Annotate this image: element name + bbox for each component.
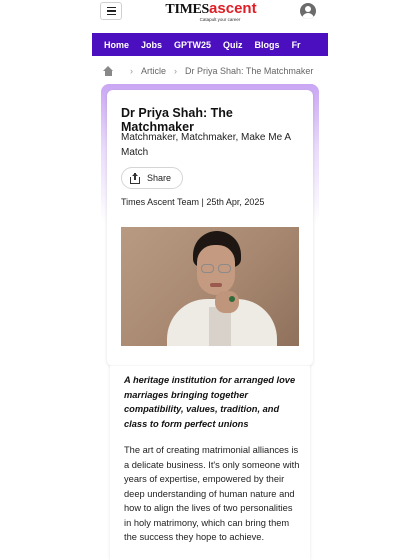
nav-item-gptw25[interactable]: GPTW25 (174, 39, 212, 50)
chevron-right-icon: › (130, 66, 133, 76)
nav-item-home[interactable]: Home (104, 39, 130, 50)
hamburger-icon-bar (107, 10, 116, 12)
logo-ascent: ascent (209, 0, 257, 17)
nav-item-jobs[interactable]: Jobs (141, 39, 163, 50)
nav-item-quiz[interactable]: Quiz (223, 39, 243, 50)
nav-item-blogs[interactable]: Blogs (254, 39, 280, 50)
breadcrumb (103, 64, 313, 78)
nav-item-truncated[interactable]: Fr (291, 39, 301, 50)
hamburger-icon-bar (107, 14, 116, 16)
breadcrumb-item-article[interactable]: Article (141, 66, 167, 76)
main-nav (92, 33, 328, 56)
breadcrumb-item-current: Dr Priya Shah: The Matchmaker (185, 66, 314, 76)
article-card (107, 90, 313, 366)
article-paragraph: The art of creating matrimonial alliances is a delicate business. It's only someone with years of expertise, empowered by their deep understanding of human nature and how to align the lives of two personalities in holy matrimony, which can bring them the success they hope to achieve. (124, 445, 300, 542)
article-title: Dr Priya Shah: The Matchmaker (121, 106, 233, 134)
logo-tagline: Catapult your career (199, 17, 241, 22)
home-icon[interactable] (103, 66, 114, 76)
share-icon (130, 173, 140, 184)
user-account-icon[interactable] (300, 3, 316, 19)
article-lede: A heritage institution for arranged love marriages bringing together compatibility, values, tradition, and class to form perfect unions (124, 375, 296, 429)
logo-times: TIMES (165, 2, 210, 17)
site-header (92, 0, 328, 28)
share-label: Share (147, 173, 172, 183)
article-hero-image (121, 227, 299, 346)
site-logo[interactable] (164, 2, 258, 22)
article-body (110, 366, 310, 560)
article-byline: Times Ascent Team | 25th Apr, 2025 (121, 197, 265, 207)
hamburger-menu-button[interactable] (100, 2, 122, 20)
article-subtitle: Matchmaker, Matchmaker, Make Me A Match (121, 132, 291, 158)
chevron-right-icon: › (174, 66, 178, 76)
hamburger-icon (107, 7, 116, 9)
share-button[interactable] (121, 167, 183, 189)
